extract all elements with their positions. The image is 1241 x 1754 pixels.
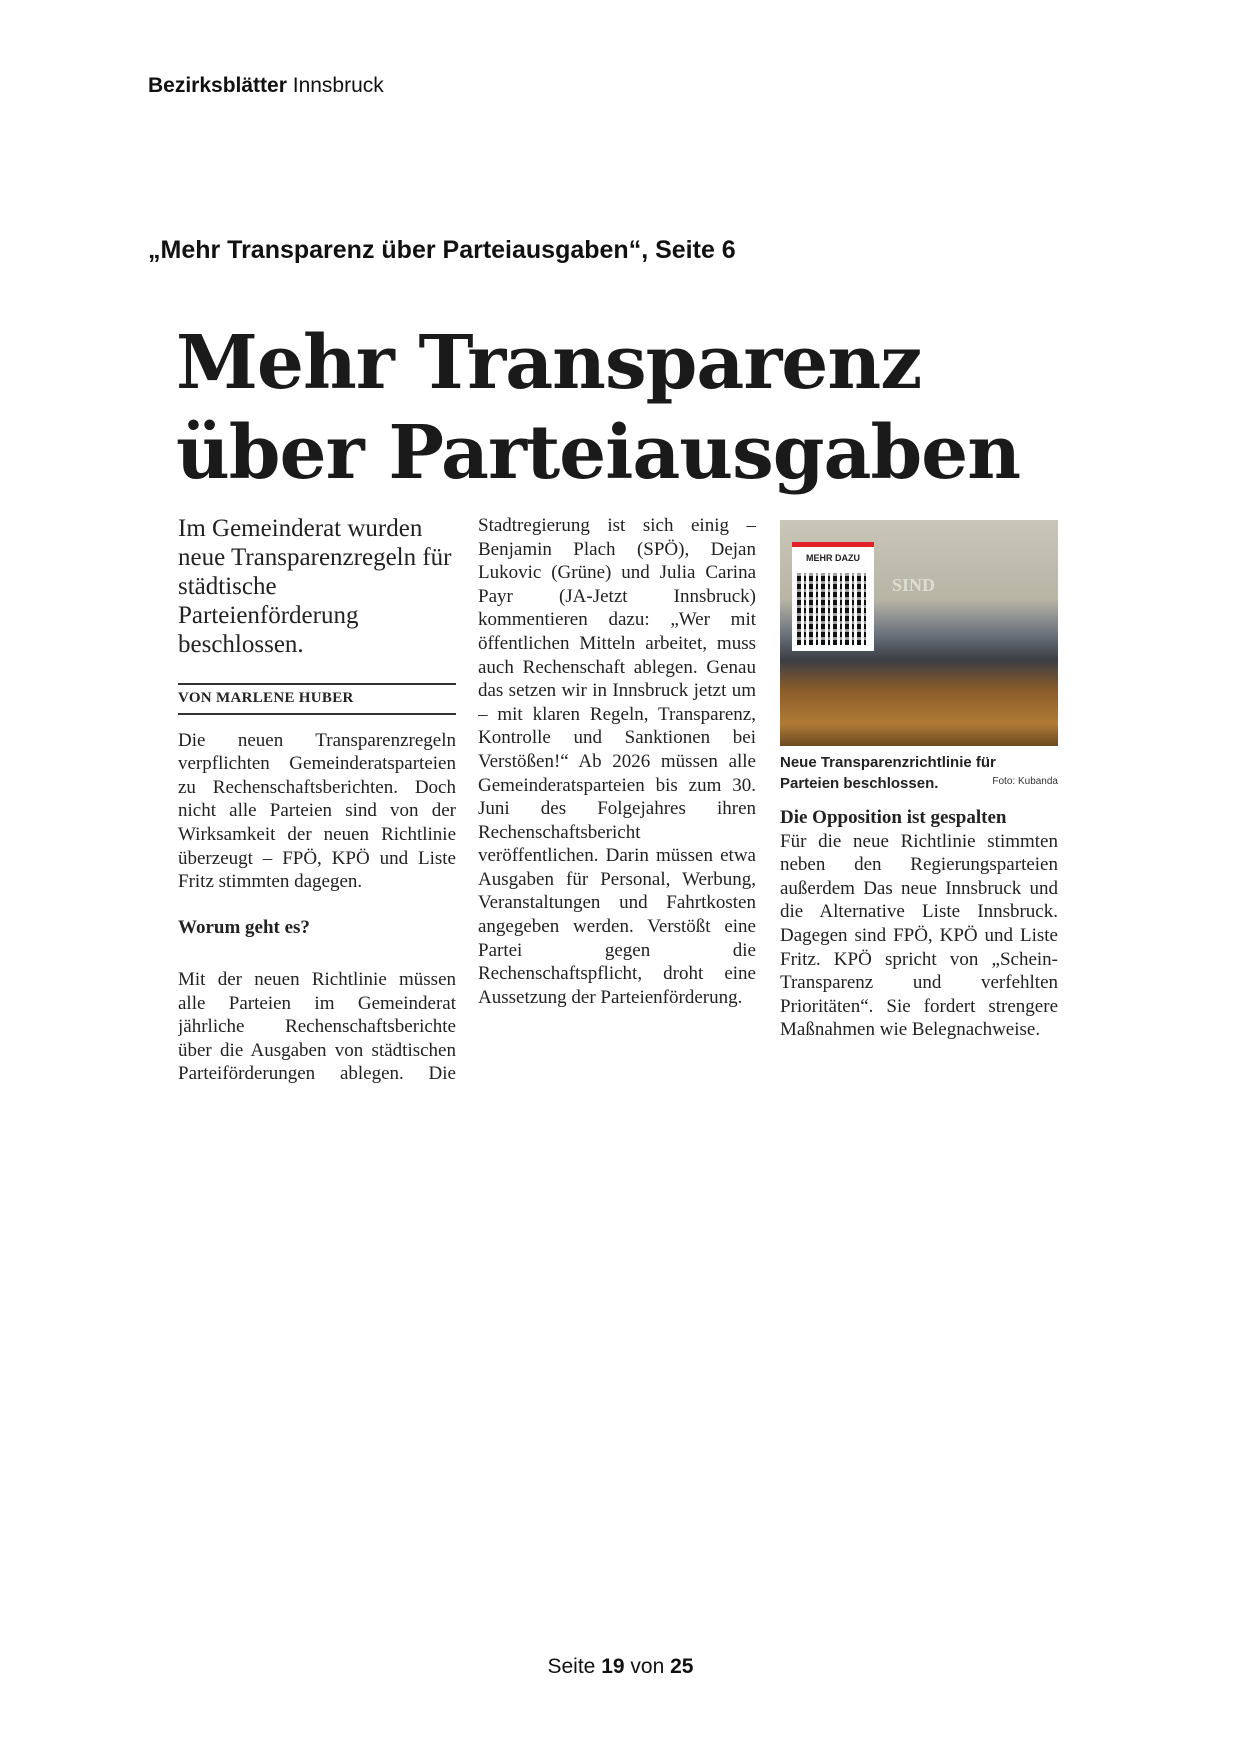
byline: VON MARLENE HUBER (178, 683, 456, 715)
headline-line-1: Mehr Transparenz (176, 320, 922, 406)
page-footer (0, 1655, 1241, 1679)
photo-caption (780, 752, 1058, 794)
publication-name: Bezirksblätter (148, 74, 287, 97)
publication-city: Innsbruck (292, 74, 384, 97)
publication-header (148, 74, 384, 98)
column-1 (178, 514, 456, 939)
footer-prefix: Seite (547, 1655, 596, 1678)
photo-credit: Foto: Kubanda (992, 776, 1058, 787)
total-pages: 25 (670, 1655, 694, 1678)
qr-code-icon (797, 573, 869, 645)
qr-label: MEHR DAZU (806, 553, 860, 563)
headline-line-2: über Parteiausgaben (176, 410, 1021, 496)
qr-code-box[interactable] (792, 542, 874, 651)
paragraph-main-text: Stadtregierung ist sich einig – Benjamin Plach (SPÖ), Dejan Lukovic (Grüne) und Julia Carina Payr (JA-Jetzt Innsbruck) kommentieren dazu: „Wer mit öffentlichen Mitteln arbeitet, muss auch Rechenschaft ablegen. Genau das setzen wir in Innsbruck jetzt um – mit klaren Regeln, Transparenz, Kontrolle und Sanktionen bei Verstößen!“ Ab 2026 müssen alle Gemeinderatsparteien bis zum 30. Juni des Folgejahres ihren Rechenschaftsbericht veröffentlichen. Darin müssen etwa Ausgaben für Personal, Werbung, Veranstaltungen und Fahrtkosten angegeben werden. Verstößt eine Partei gegen die Rechenschaftspflicht, droht eine Aussetzung der Parteienförderung. (478, 514, 756, 1008)
column-2-text (478, 514, 756, 1084)
council-chamber-photo (780, 520, 1058, 746)
article-lead: Im Gemeinderat wurden neue Transparenzregeln für städtische Parteienförderung beschlossen. (178, 515, 452, 658)
current-page: 19 (601, 1655, 625, 1678)
article-headline (176, 318, 1020, 498)
footer-middle: von (630, 1655, 665, 1678)
caption-text: Neue Transparenzrichtlinie für Parteien beschlossen. (780, 754, 996, 792)
sign-text: SIND (892, 575, 936, 595)
article-reference: „Mehr Transparenz über Parteiausgaben“, Seite 6 (148, 236, 736, 264)
column-1-continuation (178, 968, 456, 1086)
paragraph-opposition: Für die neue Richtlinie stimmten neben den Regierungsparteien außerdem Das neue Innsbruck und die Alternative Liste Innsbruck. Dagegen sind FPÖ, KPÖ und Liste Fritz. KPÖ spricht von „Schein-Transparenz und verfehlten Prioritäten“. Sie fordert strengere Maßnahmen wie Belegnachweise. (780, 830, 1058, 1041)
subheading-worum: Worum geht es? (178, 916, 310, 938)
paragraph-main-start: Mit der neuen Richtlinie müssen alle Parteien im Gemeinderat jährliche Rechenschaftsberichte über die Ausgaben von städtischen Parteiförderungen ablegen. Die (178, 969, 456, 1085)
column-3 (780, 514, 1058, 1042)
paragraph-main (478, 514, 756, 1009)
paragraph-intro: Die neuen Transparenzregeln verpflichten Gemeinderatsparteien zu Rechenschaftsberichten. Doch nicht alle Parteien sind von der Wirksamkeit der neuen Richtlinie überzeugt – FPÖ, KPÖ und Liste Fritz stimmten dagegen. (178, 729, 456, 893)
subheading-opposition: Die Opposition ist gespalten (780, 807, 1007, 828)
